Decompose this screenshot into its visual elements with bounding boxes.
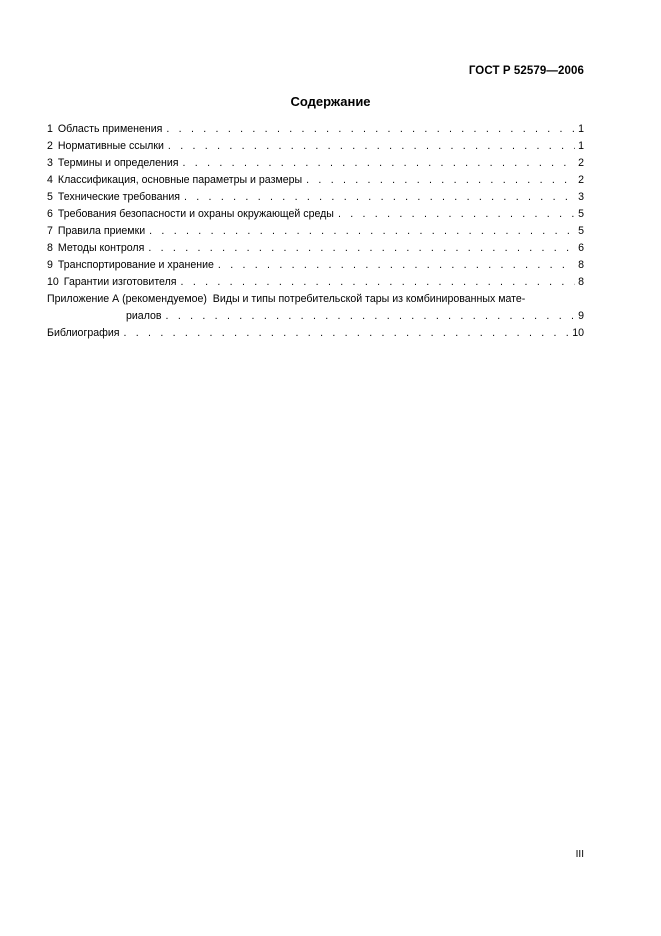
toc-appendix-title-continued: риалов <box>126 310 162 322</box>
toc-entry-number: 8 <box>47 242 53 254</box>
toc-entry[interactable] <box>47 138 584 155</box>
toc-title: Содержание <box>290 94 371 109</box>
toc-bibliography-title: Библиография <box>47 327 120 339</box>
toc-entry-page: 6 <box>578 242 584 254</box>
toc-entry[interactable] <box>47 121 584 138</box>
toc-entry-number: 1 <box>47 123 53 135</box>
toc-appendix-continuation[interactable] <box>47 308 584 325</box>
dot-leader <box>149 223 575 240</box>
toc-entry-page: 8 <box>578 276 584 288</box>
toc-entry[interactable] <box>47 206 584 223</box>
toc-entry-number: 6 <box>47 208 53 220</box>
dot-leader <box>218 257 575 274</box>
toc-entry-number: 5 <box>47 191 53 203</box>
toc-entry-page: 2 <box>578 174 584 186</box>
toc-entry-page: 1 <box>578 140 584 152</box>
toc-appendix-entry[interactable] <box>47 291 584 308</box>
toc-entry-number: 4 <box>47 174 53 186</box>
toc-entry-number: 7 <box>47 225 53 237</box>
toc-entry[interactable] <box>47 155 584 172</box>
toc-entry-page: 8 <box>578 259 584 271</box>
toc-entry-title: Классификация, основные параметры и размеры <box>57 174 303 186</box>
toc-entry-title: Методы контроля <box>57 242 145 254</box>
toc-appendix-page: 9 <box>578 310 584 322</box>
toc-entry[interactable] <box>47 240 584 257</box>
document-code: ГОСТ Р 52579—2006 <box>468 65 584 77</box>
toc-entry-page: 3 <box>578 191 584 203</box>
toc-entry-page: 2 <box>578 157 584 169</box>
page-number: III <box>575 849 584 860</box>
dot-leader <box>181 274 576 291</box>
dot-leader <box>306 172 575 189</box>
dot-leader <box>123 325 569 342</box>
toc-entry[interactable] <box>47 172 584 189</box>
toc-bibliography-entry[interactable] <box>47 325 584 342</box>
dot-leader <box>183 155 576 172</box>
toc-entry-number: 10 <box>47 276 59 288</box>
toc-entry[interactable] <box>47 257 584 274</box>
dot-leader <box>184 189 575 206</box>
toc-entry-title: Термины и определения <box>57 157 179 169</box>
toc-entry-page: 5 <box>578 225 584 237</box>
toc-entry-title: Правила приемки <box>57 225 146 237</box>
toc-entry-number: 2 <box>47 140 53 152</box>
dot-leader <box>166 308 576 325</box>
dot-leader <box>166 121 575 138</box>
toc-entry-number: 3 <box>47 157 53 169</box>
toc-entry-page: 1 <box>578 123 584 135</box>
toc-entry[interactable] <box>47 274 584 291</box>
toc-entry-title: Транспортирование и хранение <box>57 259 214 271</box>
toc-bibliography-page: 10 <box>572 327 584 339</box>
toc-entry[interactable] <box>47 189 584 206</box>
toc-entry-page: 5 <box>578 208 584 220</box>
dot-leader <box>338 206 575 223</box>
toc-entry-title: Нормативные ссылки <box>57 140 164 152</box>
toc-entry[interactable] <box>47 223 584 240</box>
table-of-contents <box>47 121 584 342</box>
toc-entry-title: Область применения <box>57 123 163 135</box>
dot-leader <box>168 138 575 155</box>
toc-entry-title: Требования безопасности и охраны окружающей среды <box>57 208 334 220</box>
toc-entry-title: Гарантии изготовителя <box>63 276 177 288</box>
toc-entry-title: Технические требования <box>57 191 180 203</box>
dot-leader <box>148 240 575 257</box>
toc-entry-number: 9 <box>47 259 53 271</box>
toc-appendix-title: Приложение А (рекомендуемое) Виды и типы потребительской тары из комбинированных мате- <box>47 293 526 305</box>
